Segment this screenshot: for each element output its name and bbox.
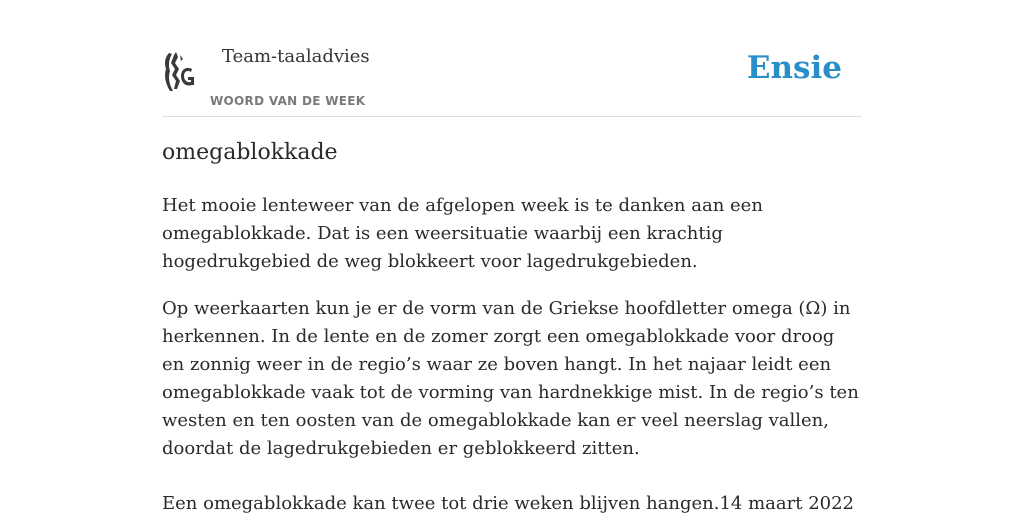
team-name: Team-taaladvies bbox=[222, 46, 370, 67]
article-paragraph: Op weerkaarten kun je er de vorm van de Griekse hoofdletter omega (Ω) in herkennen. In de lente en de zomer zorgt een omegablokkade voor droog en zonnig weer in de regio’s waar ze boven hangt. In het najaar leidt een omegablokkade vaak tot de vorming van hardnekkige mist. In de regio’s ten westen en ten oosten van de omegablokkade kan er veel neerslag vallen, doordat de lagedrukgebieden er geblokkeerd zitten. bbox=[162, 298, 859, 459]
article-paragraph: Het mooie lenteweer van de afgelopen week is te danken aan een omegablokkade. Dat is een weersituatie waarbij een krachtig hogedrukgebied de weg blokkeert voor lagedrukgebieden. bbox=[162, 195, 763, 272]
article-paragraph-last bbox=[162, 490, 862, 518]
article-card bbox=[162, 0, 862, 512]
brand-logo[interactable]: Ensie bbox=[746, 50, 842, 86]
flemish-lion-logo-icon bbox=[162, 49, 198, 95]
section-label: WOORD VAN DE WEEK bbox=[210, 94, 366, 108]
article-date: 14 maart 2022 bbox=[719, 493, 855, 514]
article-paragraph-text: Een omegablokkade kan twee tot drie weken blijven hangen. bbox=[162, 493, 720, 514]
word-title: omegablokkade bbox=[162, 140, 338, 165]
article-header bbox=[162, 0, 862, 117]
